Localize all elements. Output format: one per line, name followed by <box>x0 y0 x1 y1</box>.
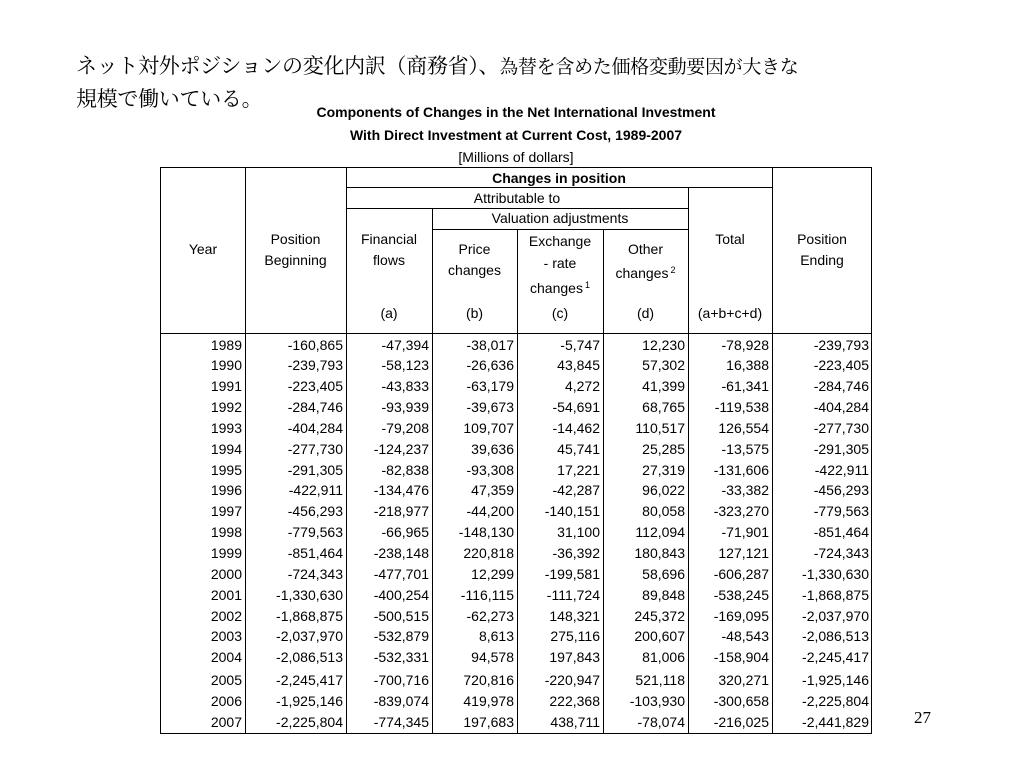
cell-position-ending: -779,563 <box>813 503 869 520</box>
cell-year: 2005 <box>210 672 242 689</box>
cell-total: -48,543 <box>721 628 769 645</box>
cell-price-changes: 109,707 <box>463 419 514 436</box>
header-total: Total <box>715 231 745 247</box>
header-position-ending-line2: Ending <box>800 252 844 268</box>
header-position-beginning <box>245 229 346 271</box>
cell-exchange-rate-changes: -111,724 <box>546 586 600 603</box>
cell-financial-flows: -400,254 <box>373 586 429 603</box>
cell-position-ending: -1,925,146 <box>802 672 869 689</box>
cell-total: -71,901 <box>721 524 769 541</box>
cell-exchange-rate-changes: 43,845 <box>557 357 600 374</box>
cell-financial-flows: -58,123 <box>381 357 429 374</box>
cell-price-changes: -62,273 <box>466 607 514 624</box>
table-row <box>160 585 872 606</box>
cell-financial-flows: -532,331 <box>373 649 429 666</box>
header-other-changes <box>603 239 688 284</box>
cell-position-beginning: -1,925,146 <box>276 692 343 709</box>
cell-other-changes: 58,696 <box>642 565 685 582</box>
cell-position-ending: -1,868,875 <box>802 586 869 603</box>
slide-title-line2: 規模で働いている。 <box>76 87 263 111</box>
header-financial-flows <box>346 229 432 271</box>
cell-year: 1994 <box>210 440 242 457</box>
cell-exchange-rate-changes: 222,368 <box>549 692 600 709</box>
cell-exchange-rate-changes: -199,581 <box>544 565 600 582</box>
cell-other-changes: 89,848 <box>642 586 685 603</box>
cell-year: 1993 <box>210 419 242 436</box>
cell-total: -169,095 <box>713 607 769 624</box>
table-row <box>160 397 872 418</box>
table-row <box>160 418 872 439</box>
table-row <box>160 564 872 585</box>
cell-position-ending: -456,293 <box>813 482 869 499</box>
cell-financial-flows: -134,476 <box>373 482 429 499</box>
cell-total: -78,928 <box>721 336 769 353</box>
cell-position-ending: -2,245,417 <box>802 649 869 666</box>
cell-financial-flows: -218,977 <box>373 503 429 520</box>
cell-other-changes: -103,930 <box>629 692 685 709</box>
header-other-line1: Other <box>627 241 663 257</box>
cell-total: 320,271 <box>718 672 769 689</box>
cell-total: 127,121 <box>718 545 769 561</box>
cell-price-changes: 39,636 <box>471 440 514 457</box>
cell-total: -131,606 <box>713 461 769 478</box>
cell-exchange-rate-changes: 4,272 <box>564 378 600 395</box>
header-price-changes <box>432 239 517 281</box>
footnote-marker: 2 <box>670 265 676 275</box>
cell-position-ending: -2,441,829 <box>802 713 869 730</box>
header-other-line2: changes <box>615 265 669 281</box>
header-exchange-line1: Exchange <box>528 233 592 249</box>
cell-position-beginning: -284,746 <box>287 399 343 416</box>
table-row <box>160 460 872 481</box>
header-attributable-to: Attributable to <box>473 190 561 206</box>
table-row <box>160 376 872 397</box>
header-exchange-line2: - rate <box>543 255 577 271</box>
table-row <box>160 480 872 501</box>
cell-exchange-rate-changes: 17,221 <box>557 461 600 478</box>
header-valuation-adjustments: Valuation adjustments <box>491 210 629 226</box>
cell-other-changes: 110,517 <box>635 419 685 436</box>
cell-year: 2004 <box>210 649 242 666</box>
table-row <box>160 522 872 543</box>
table-row <box>160 355 872 376</box>
cell-financial-flows: -238,148 <box>373 545 429 561</box>
cell-price-changes: -44,200 <box>466 503 514 520</box>
cell-position-beginning: -277,730 <box>287 440 343 457</box>
header-position-beginning-line2: Beginning <box>264 252 327 268</box>
page-number: 27 <box>914 708 931 727</box>
cell-year: 2006 <box>210 692 242 709</box>
cell-exchange-rate-changes: 31,100 <box>557 524 600 541</box>
cell-position-ending: -404,284 <box>813 399 869 416</box>
header-position-ending-line1: Position <box>797 231 847 247</box>
cell-price-changes: -26,636 <box>466 357 514 374</box>
cell-total: -33,382 <box>721 482 769 499</box>
cell-position-beginning: -291,305 <box>287 461 343 478</box>
cell-price-changes: 8,613 <box>478 628 514 645</box>
cell-position-beginning: -404,284 <box>287 419 343 436</box>
table-row <box>160 626 872 647</box>
cell-exchange-rate-changes: -220,947 <box>544 672 600 689</box>
cell-year: 1995 <box>210 461 242 478</box>
cell-position-ending: -851,464 <box>813 524 869 541</box>
cell-price-changes: 220,818 <box>463 545 514 561</box>
header-code-a: (a) <box>380 305 398 321</box>
cell-other-changes: 112,094 <box>635 524 685 541</box>
cell-financial-flows: -532,879 <box>373 628 429 645</box>
cell-position-beginning: -724,343 <box>287 565 343 582</box>
cell-price-changes: -63,179 <box>466 378 514 395</box>
cell-other-changes: 180,843 <box>634 545 685 561</box>
cell-total: -606,287 <box>713 565 769 582</box>
cell-position-beginning: -2,037,970 <box>276 628 343 645</box>
cell-position-beginning: -1,330,630 <box>276 586 343 603</box>
table-row <box>160 606 872 627</box>
cell-year: 1996 <box>210 482 242 499</box>
cell-year: 2007 <box>210 713 242 730</box>
cell-price-changes: -116,115 <box>460 586 514 603</box>
cell-position-beginning: -851,464 <box>287 545 343 561</box>
cell-year: 1997 <box>210 503 242 520</box>
header-code-c: (c) <box>551 305 569 321</box>
cell-other-changes: 68,765 <box>642 399 685 416</box>
cell-position-ending: -239,793 <box>813 336 869 353</box>
cell-position-ending: -284,746 <box>813 378 869 395</box>
cell-financial-flows: -700,716 <box>373 672 429 689</box>
header-position-beginning-line1: Position <box>270 231 321 247</box>
cell-year: 2000 <box>210 565 242 582</box>
cell-position-beginning: -2,245,417 <box>276 672 343 689</box>
table-row <box>160 670 872 691</box>
table-row <box>160 439 872 460</box>
cell-other-changes: 25,285 <box>642 440 685 457</box>
cell-position-beginning: -160,865 <box>287 336 343 353</box>
cell-exchange-rate-changes: -140,151 <box>544 503 600 520</box>
header-changes-in-position: Changes in position <box>492 170 626 186</box>
cell-year: 1989 <box>210 336 242 353</box>
cell-year: 1990 <box>210 357 242 374</box>
cell-exchange-rate-changes: 148,321 <box>549 607 600 624</box>
cell-position-ending: -291,305 <box>813 440 869 457</box>
cell-position-beginning: -422,911 <box>288 482 343 499</box>
header-price-changes-line1: Price <box>458 241 491 257</box>
cell-price-changes: 94,578 <box>471 649 514 666</box>
cell-price-changes: -38,017 <box>466 336 514 353</box>
cell-exchange-rate-changes: 45,741 <box>557 440 600 457</box>
header-exchange-rate-changes <box>517 230 603 299</box>
cell-price-changes: 47,359 <box>471 482 514 499</box>
cell-financial-flows: -839,074 <box>373 692 429 709</box>
cell-exchange-rate-changes: 275,116 <box>550 628 600 645</box>
cell-other-changes: 12,230 <box>642 336 685 353</box>
cell-financial-flows: -477,701 <box>373 565 429 582</box>
cell-position-ending: -2,225,804 <box>802 692 869 709</box>
cell-position-beginning: -2,225,804 <box>276 713 343 730</box>
cell-position-beginning: -456,293 <box>287 503 343 520</box>
cell-financial-flows: -124,237 <box>373 440 429 457</box>
cell-other-changes: 27,319 <box>642 461 685 478</box>
cell-other-changes: 96,022 <box>642 482 685 499</box>
cell-other-changes: 57,302 <box>642 357 685 374</box>
cell-other-changes: 200,607 <box>634 628 685 645</box>
cell-other-changes: -78,074 <box>637 713 685 730</box>
cell-exchange-rate-changes: -36,392 <box>552 545 600 561</box>
cell-financial-flows: -93,939 <box>381 399 429 416</box>
cell-price-changes: 720,816 <box>463 672 514 689</box>
table-title-line1: Components of Changes in the Net International Investment <box>316 104 716 120</box>
cell-total: -61,341 <box>721 378 769 395</box>
table-row <box>160 712 872 733</box>
cell-total: 126,554 <box>718 419 769 436</box>
cell-exchange-rate-changes: -14,462 <box>552 419 600 436</box>
cell-price-changes: -39,673 <box>466 399 514 416</box>
cell-year: 2003 <box>210 628 242 645</box>
cell-price-changes: 12,299 <box>471 565 514 582</box>
table-row <box>160 691 872 712</box>
cell-financial-flows: -500,515 <box>373 607 429 624</box>
cell-total: -158,904 <box>713 649 769 666</box>
header-position-ending <box>772 229 872 271</box>
cell-position-ending: -1,330,630 <box>802 565 869 582</box>
table-row <box>160 335 872 356</box>
cell-financial-flows: -774,345 <box>373 713 429 730</box>
cell-position-ending: -223,405 <box>813 357 869 374</box>
cell-position-ending: -422,911 <box>814 461 869 478</box>
cell-total: -538,245 <box>713 586 769 603</box>
footnote-marker: 1 <box>584 280 590 290</box>
cell-price-changes: -148,130 <box>458 524 514 541</box>
cell-position-beginning: -1,868,875 <box>276 607 343 624</box>
header-price-changes-line2: changes <box>448 262 501 278</box>
slide-title-line1-sub: 為替を含めた価格変動要因が大きな <box>499 56 799 78</box>
cell-price-changes: 419,978 <box>463 692 514 709</box>
cell-position-beginning: -779,563 <box>287 524 343 541</box>
cell-other-changes: 521,118 <box>635 672 685 689</box>
cell-position-ending: -2,086,513 <box>802 628 869 645</box>
header-exchange-line3: changes <box>530 280 583 296</box>
cell-exchange-rate-changes: -5,747 <box>560 336 600 353</box>
cell-exchange-rate-changes: 438,711 <box>550 713 600 730</box>
cell-position-beginning: -239,793 <box>287 357 343 374</box>
cell-other-changes: 245,372 <box>634 607 685 624</box>
cell-position-beginning: -223,405 <box>287 378 343 395</box>
header-code-total: (a+b+c+d) <box>697 305 763 321</box>
header-financial-flows-line1: Financial <box>360 231 418 247</box>
cell-position-beginning: -2,086,513 <box>276 649 343 666</box>
cell-financial-flows: -47,394 <box>381 336 429 353</box>
cell-position-ending: -2,037,970 <box>802 607 869 624</box>
cell-financial-flows: -66,965 <box>381 524 429 541</box>
cell-exchange-rate-changes: -42,287 <box>552 482 600 499</box>
cell-year: 1992 <box>210 399 242 416</box>
cell-position-ending: -724,343 <box>813 545 869 561</box>
table-title-line2: With Direct Investment at Current Cost, 1989-2007 <box>349 127 683 143</box>
cell-exchange-rate-changes: -54,691 <box>552 399 600 416</box>
cell-total: -216,025 <box>713 713 769 730</box>
cell-total: -300,658 <box>713 692 769 709</box>
cell-other-changes: 41,399 <box>642 378 685 395</box>
cell-position-ending: -277,730 <box>813 419 869 436</box>
table-row <box>160 647 872 668</box>
header-year: Year <box>188 241 218 257</box>
cell-total: -13,575 <box>721 440 769 457</box>
table-row <box>160 543 872 564</box>
cell-total: -323,270 <box>713 503 769 520</box>
cell-price-changes: 197,683 <box>463 713 514 730</box>
cell-other-changes: 80,058 <box>642 503 685 520</box>
table-units: [Millions of dollars] <box>458 149 574 165</box>
cell-year: 1998 <box>210 524 242 541</box>
header-code-b: (b) <box>465 305 484 321</box>
cell-year: 1991 <box>210 378 242 395</box>
cell-year: 1999 <box>210 545 242 561</box>
cell-financial-flows: -79,208 <box>381 419 429 436</box>
header-code-d: (d) <box>636 305 655 321</box>
cell-year: 2002 <box>210 607 242 624</box>
header-financial-flows-line2: flows <box>373 252 405 268</box>
cell-total: -119,538 <box>714 399 769 416</box>
cell-financial-flows: -43,833 <box>381 378 429 395</box>
cell-price-changes: -93,308 <box>466 461 514 478</box>
cell-other-changes: 81,006 <box>642 649 685 666</box>
cell-financial-flows: -82,838 <box>381 461 429 478</box>
table-row <box>160 501 872 522</box>
cell-year: 2001 <box>210 586 242 603</box>
cell-total: 16,388 <box>726 357 769 374</box>
cell-exchange-rate-changes: 197,843 <box>549 649 600 666</box>
slide-title-line1: ネット対外ポジションの変化内訳（商務省）、 <box>76 54 500 78</box>
